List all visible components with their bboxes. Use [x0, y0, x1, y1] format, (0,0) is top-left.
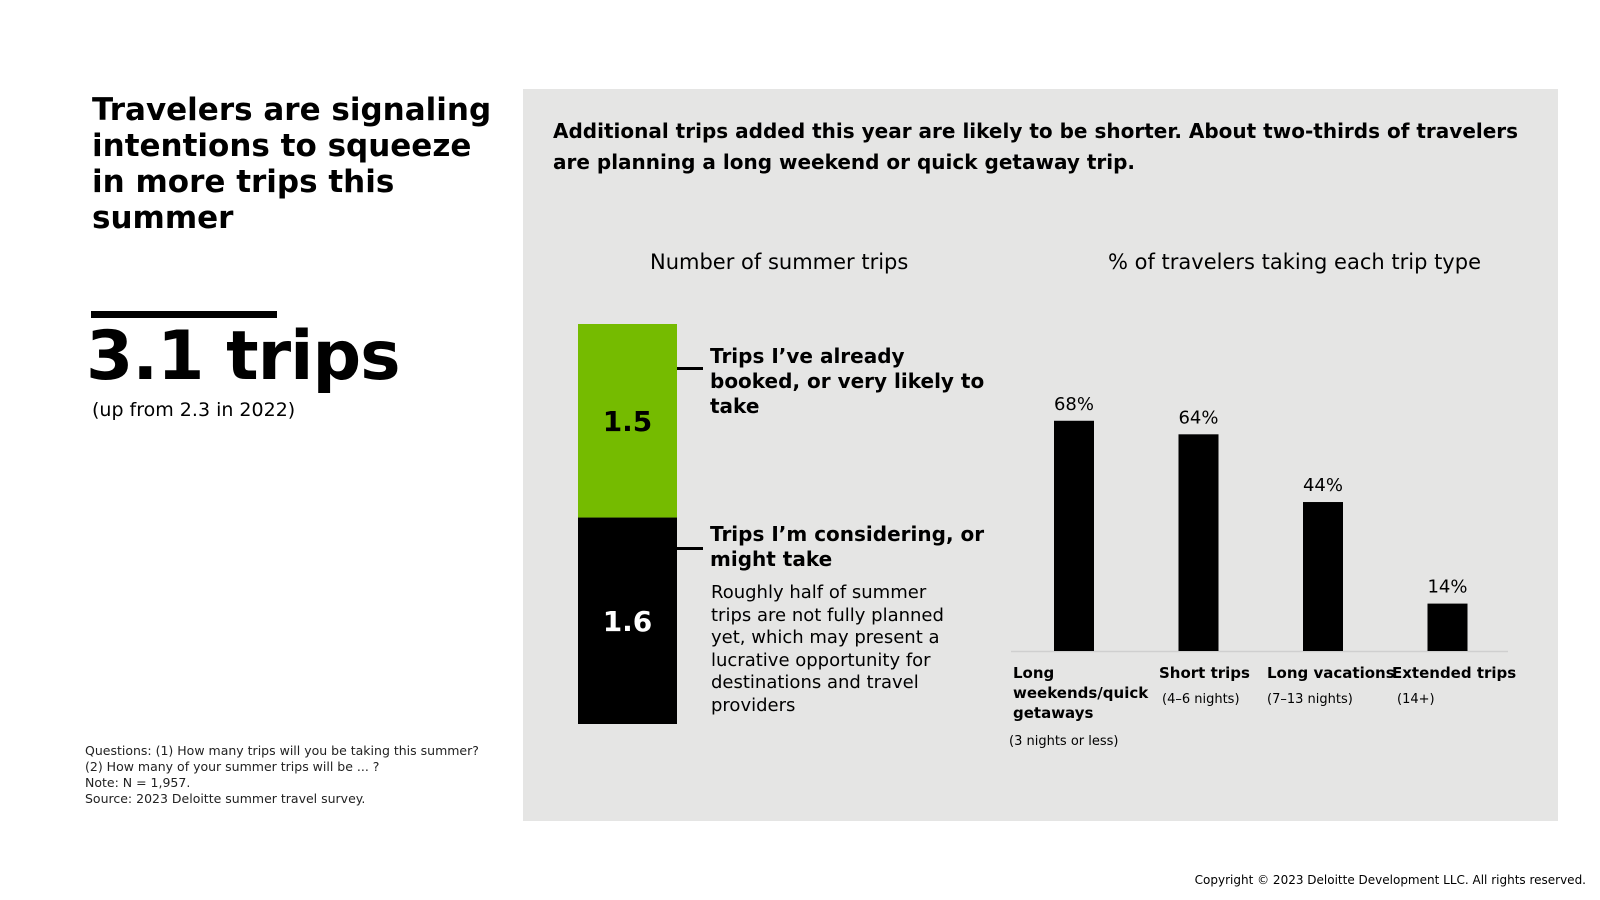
bar-value-label: 68%	[1053, 393, 1095, 415]
bar	[1179, 434, 1219, 651]
category-note: (14+)	[1397, 692, 1435, 707]
bar-value-label: 14%	[1427, 576, 1468, 598]
bar	[1054, 421, 1094, 651]
category-label: Short trips	[1159, 664, 1250, 682]
bar-value-label: 44%	[1302, 475, 1344, 497]
category-note: (3 nights or less)	[1009, 734, 1119, 749]
note-line: (2) How many of your summer trips will be ... ?	[85, 759, 380, 774]
copyright-notice: Copyright © 2023 Deloitte Development LLC. All rights reserved.	[1194, 873, 1586, 887]
note-line: Note: N = 1,957.	[85, 775, 191, 790]
stacked-segment-label: 1.5	[602, 404, 653, 438]
kpi-subtitle: (up from 2.3 in 2022)	[92, 399, 296, 421]
considering-trips-label: Trips I’m considering, or might take	[710, 522, 985, 571]
page-title: Travelers are signaling intentions to squeeze in more trips this summer	[92, 92, 492, 236]
category-label: Long vacations	[1267, 664, 1395, 682]
category-label: Extended trips	[1392, 664, 1517, 682]
bar-chart-title: % of travelers taking each trip type	[1108, 250, 1481, 274]
panel-heading: Additional trips added this year are likely to be shorter. About two-thirds of travelers are planning a long weekend or quick getaway trip.	[553, 119, 1519, 174]
category-note: (4–6 nights)	[1162, 692, 1240, 707]
category-label: Long weekends/quick getaways	[1013, 664, 1149, 722]
bar	[1428, 604, 1468, 651]
kpi-value: 3.1 trips	[86, 317, 400, 396]
stack-chart-note: Roughly half of summer trips are not fully planned yet, which may present a lucrative opportunity for destinations and travel providers	[711, 582, 944, 716]
bar-value-label: 64%	[1178, 407, 1219, 429]
note-line: Questions: (1) How many trips will you be taking this summer?	[85, 743, 479, 758]
booked-trips-label: Trips I’ve already booked, or very likely to take	[710, 344, 985, 418]
category-note: (7–13 nights)	[1267, 692, 1353, 707]
note-line: Source: 2023 Deloitte summer travel survey.	[85, 791, 366, 806]
bar	[1303, 502, 1343, 651]
stacked-segment-label: 1.6	[602, 604, 653, 638]
stack-chart-title: Number of summer trips	[650, 250, 909, 274]
